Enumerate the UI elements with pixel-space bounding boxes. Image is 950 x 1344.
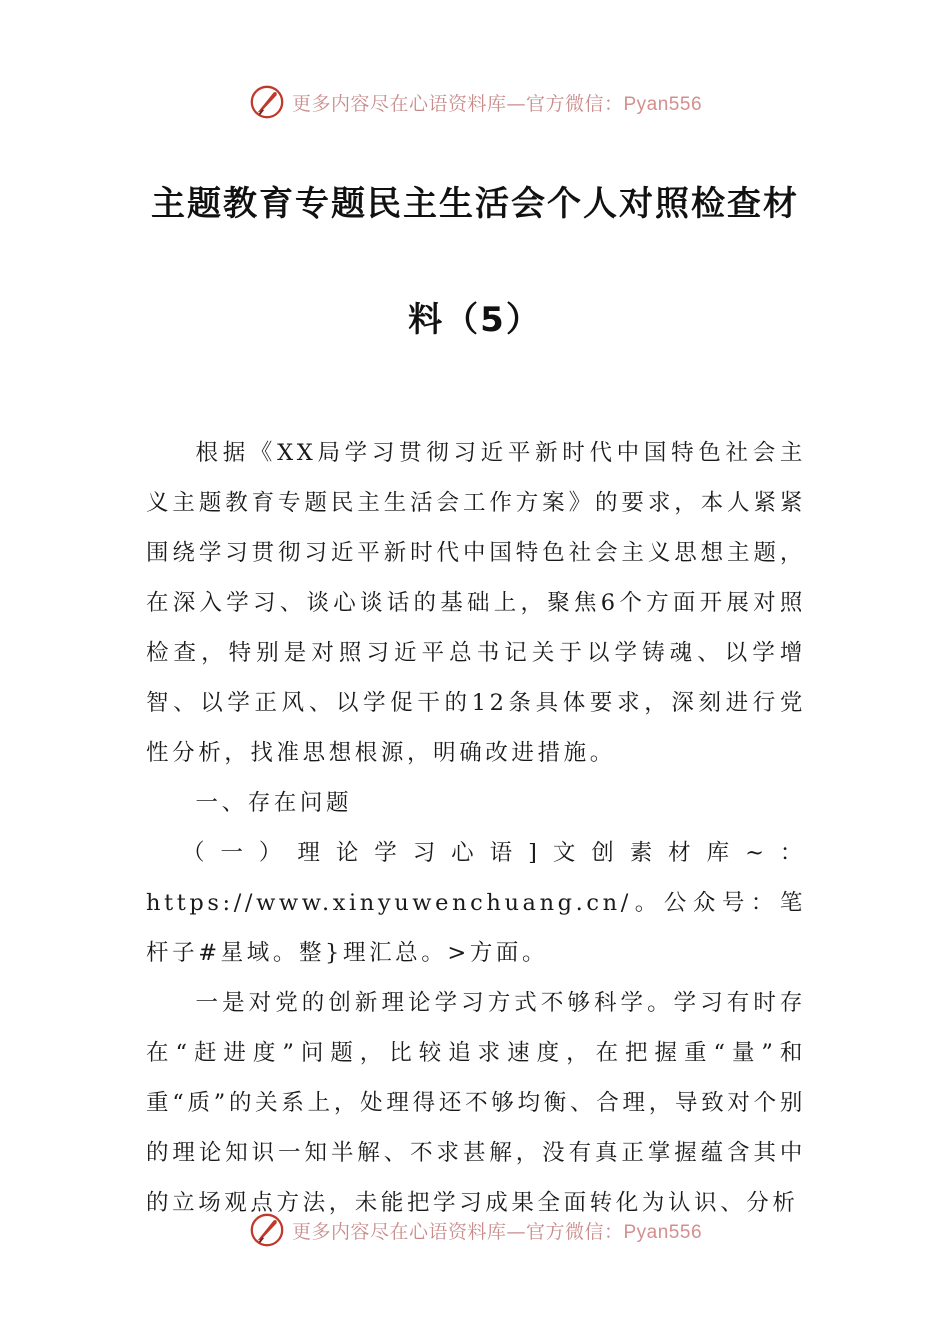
header-banner: [0, 80, 950, 124]
banner-wechat-id: Pyan556: [623, 1221, 703, 1243]
footer-banner: [0, 1208, 950, 1252]
footer-banner-content: [248, 1211, 702, 1249]
document-title-line-1: 主题教育专题民主生活会个人对照检查材: [151, 184, 799, 224]
document-body: [146, 428, 806, 1228]
banner-label: 更多内容尽在心语资料库—官方微信：: [291, 1220, 624, 1243]
quill-logo-icon: [248, 83, 286, 121]
banner-label: 更多内容尽在心语资料库—官方微信：: [291, 92, 624, 115]
section-heading: 一、存在问题: [195, 790, 353, 816]
subsection-heading: （一）理论学习心语]文创素材库~：https://www.xinyuwenchuang.cn/。公众号：笔杆子#星域。整}理汇总。>方面。: [146, 840, 806, 966]
banner-text: [292, 89, 702, 116]
intro-paragraph: 根据《XX局学习贯彻习近平新时代中国特色社会主义主题教育专题民主生活会工作方案》的要求，本人紧紧围绕学习贯彻习近平新时代中国特色社会主义思想主题，在深入学习、谈心谈话的基础上，聚焦6个方面开展对照检查，特别是对照习近平总书记关于以学铸魂、以学增智、以学正风、以学促干的12条具体要求，深刻进行党性分析，找准思想根源，明确改进措施。: [146, 440, 806, 766]
quill-logo-icon: [248, 1211, 286, 1249]
body-paragraph: 一是对党的创新理论学习方式不够科学。学习有时存在“赶进度”问题，比较追求速度，在把握重“量”和重“质”的关系上，处理得还不够均衡、合理，导致对个别的理论知识一知半解、不求甚解，没有真正掌握蕴含其中的立场观点方法，未能把学习成果全面转化为认识、分析: [146, 990, 806, 1216]
banner-text: [292, 1217, 702, 1244]
document-title-line-2: 料（5）: [408, 300, 542, 340]
header-banner-content: [248, 83, 702, 121]
banner-wechat-id: Pyan556: [623, 93, 703, 115]
